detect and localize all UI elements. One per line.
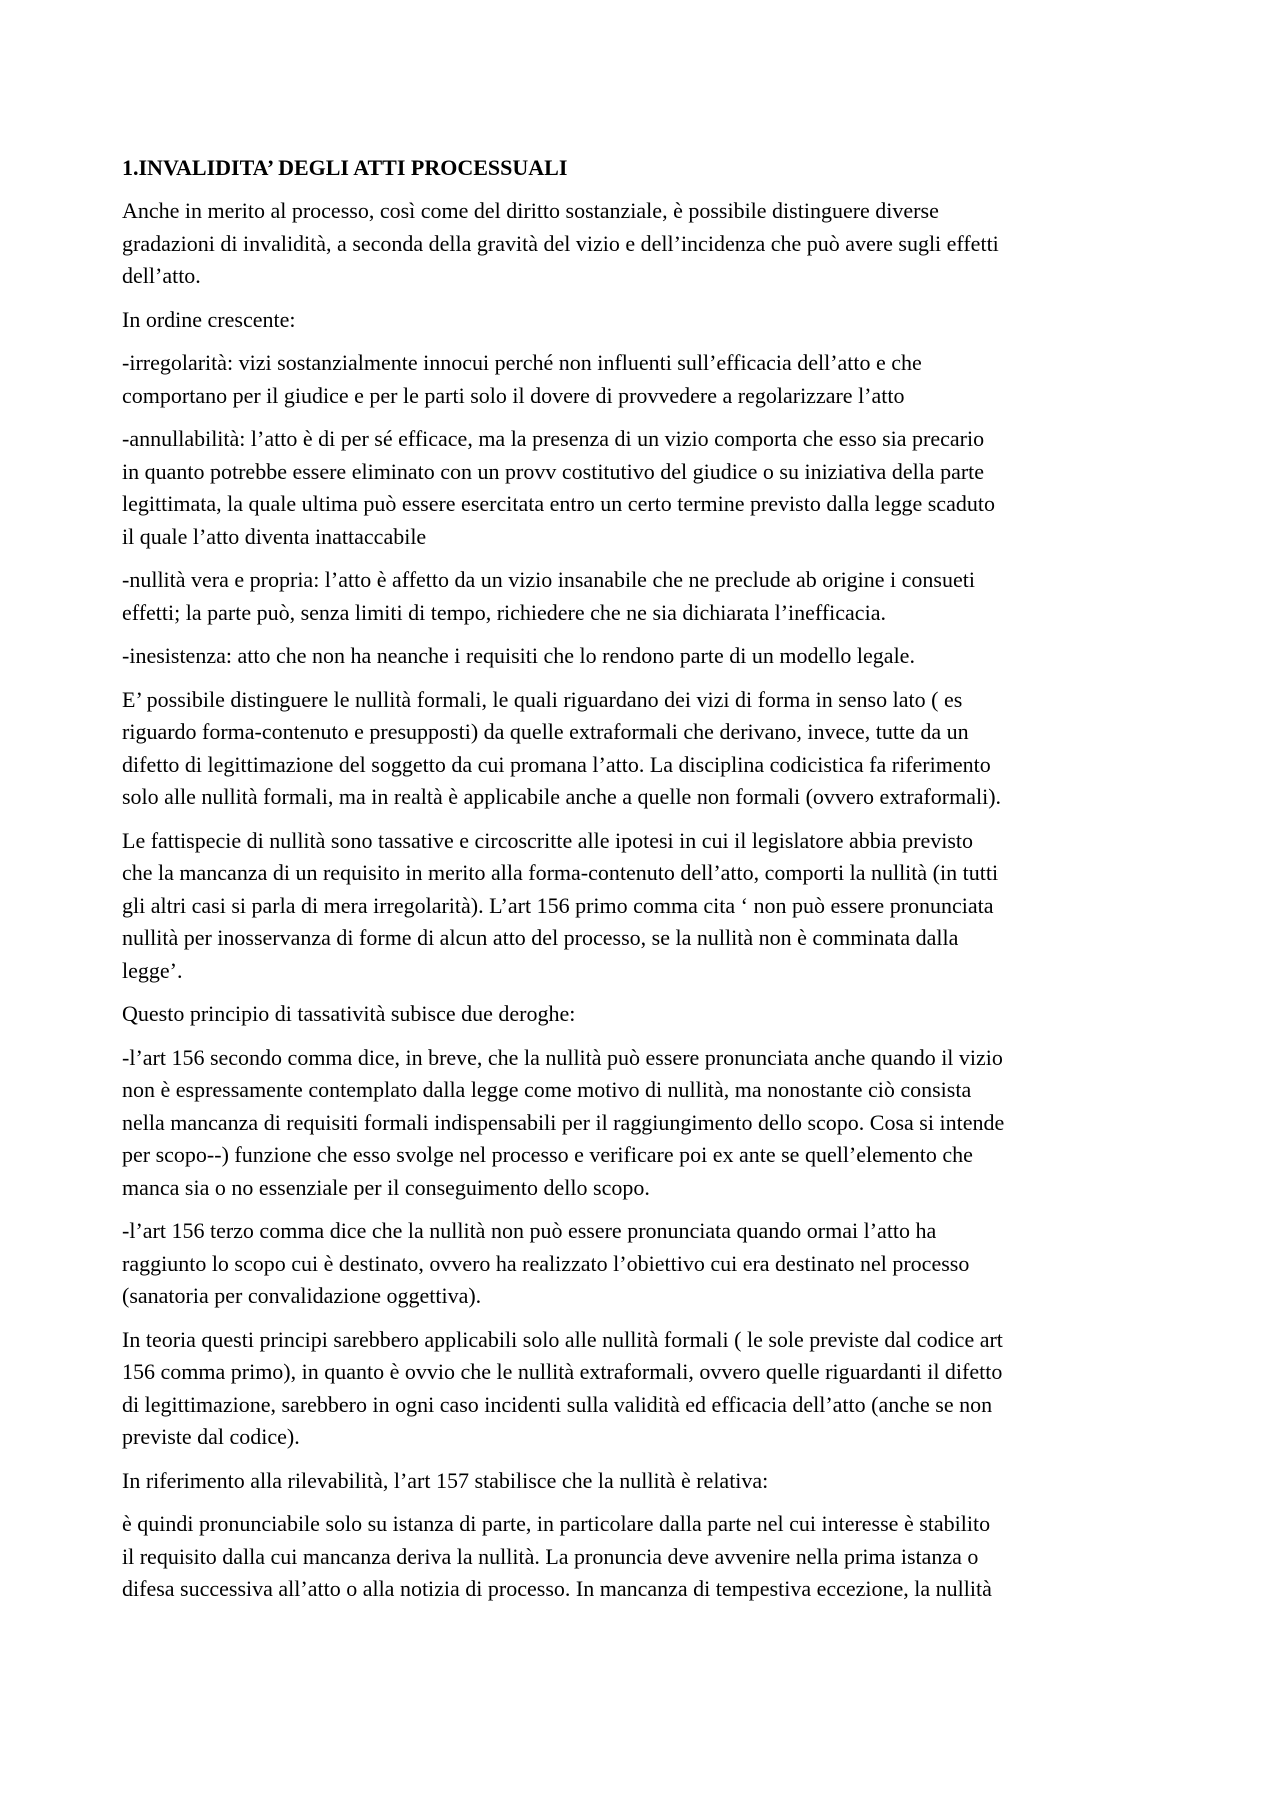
paragraph-fattispecie: Le fattispecie di nullità sono tassative e circoscritte alle ipotesi in cui il legislatore abbia previsto che la mancanza di un requisito in merito alla forma-contenuto dell’atto, comporti la nullità (in tutti gli altri casi si parla di mera irregolarità). L’art 156 primo comma cita ‘ non può essere pronunciata nullità per inosservanza di forme di alcun atto del processo, se la nullità non è comminata dalla legge’. (122, 827, 999, 983)
paragraph-order: In ordine crescente: (122, 306, 296, 332)
paragraph-annullabilita: -annullabilità: l’atto è di per sé efficace, ma la presenza di un vizio comporta che esso sia precario in quanto potrebbe essere eliminato con un provv costitutivo del giudice o su iniziativa della parte legittimata, la quale ultima può essere esercitata entro un certo termine previsto dalla legge scaduto il quale l’atto diventa inattaccabile (122, 426, 995, 549)
paragraph-inesistenza: -inesistenza: atto che non ha neanche i requisiti che lo rendono parte di un modello legale. (122, 643, 915, 668)
paragraph-irregolarita: -irregolarità: vizi sostanzialmente innocui perché non influenti sull’efficacia dell’atto e che comportano per il giudice e per le parti solo il dovere di provvedere a regolarizzare l’atto (122, 350, 922, 408)
paragraph-deroghe: Questo principio di tassatività subisce due deroghe: (122, 1001, 576, 1026)
paragraph-nullita: -nullità vera e propria: l’atto è affetto da un vizio insanabile che ne preclude ab origine i consueti effetti; la parte può, senza limiti di tempo, richiedere che ne sia dichiarata l’inefficacia. (122, 567, 975, 625)
document-page (122, 152, 1162, 1617)
paragraph-istanza: è quindi pronunciabile solo su istanza di parte, in particolare dalla parte nel cui interesse è stabilito il requisito dalla cui mancanza deriva la nullità. La pronuncia deve avvenire nella prima istanza o difesa successiva all’atto o alla notizia di processo. In mancanza di tempestiva eccezione, la nullità (122, 1511, 992, 1601)
paragraph-intro: Anche in merito al processo, così come del diritto sostanziale, è possibile distinguere diverse gradazioni di invalidità, a seconda della gravità del vizio e dell’incidenza che può avere sugli effetti dell’atto. (122, 198, 999, 288)
section-heading: 1.INVALIDITA’ DEGLI ATTI PROCESSUALI (122, 155, 568, 180)
paragraph-nullita-formali: E’ possibile distinguere le nullità formali, le quali riguardano dei vizi di forma in senso lato ( es riguardo forma-contenuto e presupposti) da quelle extraformali che derivano, invece, tutte da un difetto di legittimazione del soggetto da cui promana l’atto. La disciplina codicistica fa riferimento solo alle nullità formali, ma in realtà è applicabile anche a quelle non formali (ovvero extraformali). (122, 686, 1002, 809)
paragraph-rilevabilita: In riferimento alla rilevabilità, l’art 157 stabilisce che la nullità è relativa: (122, 1467, 769, 1493)
paragraph-art156-secondo: -l’art 156 secondo comma dice, in breve, che la nullità può essere pronunciata anche quando il vizio non è espressamente contemplato dalla legge come motivo di nullità, ma nonostante ciò consista nella mancanza di requisiti formali indispensabili per il raggiungimento dello scopo. Cosa si intende per scopo--) funzione che esso svolge nel processo e verificare poi ex ante se quell’elemento che manca sia o no essenziale per il conseguimento dello scopo. (122, 1044, 1005, 1200)
paragraph-teoria: In teoria questi principi sarebbero applicabili solo alle nullità formali ( le sole previste dal codice art 156 comma primo), in quanto è ovvio che le nullità extraformali, ovvero quelle riguardanti il difetto di legittimazione, sarebbero in ogni caso incidenti sulla validità ed efficacia dell’atto (anche se non previste dal codice). (122, 1326, 1003, 1449)
paragraph-art156-terzo: -l’art 156 terzo comma dice che la nullità non può essere pronunciata quando ormai l’atto ha raggiunto lo scopo cui è destinato, ovvero ha realizzato l’obiettivo cui era destinato nel processo (sanatoria per convalidazione oggettiva). (122, 1218, 970, 1308)
